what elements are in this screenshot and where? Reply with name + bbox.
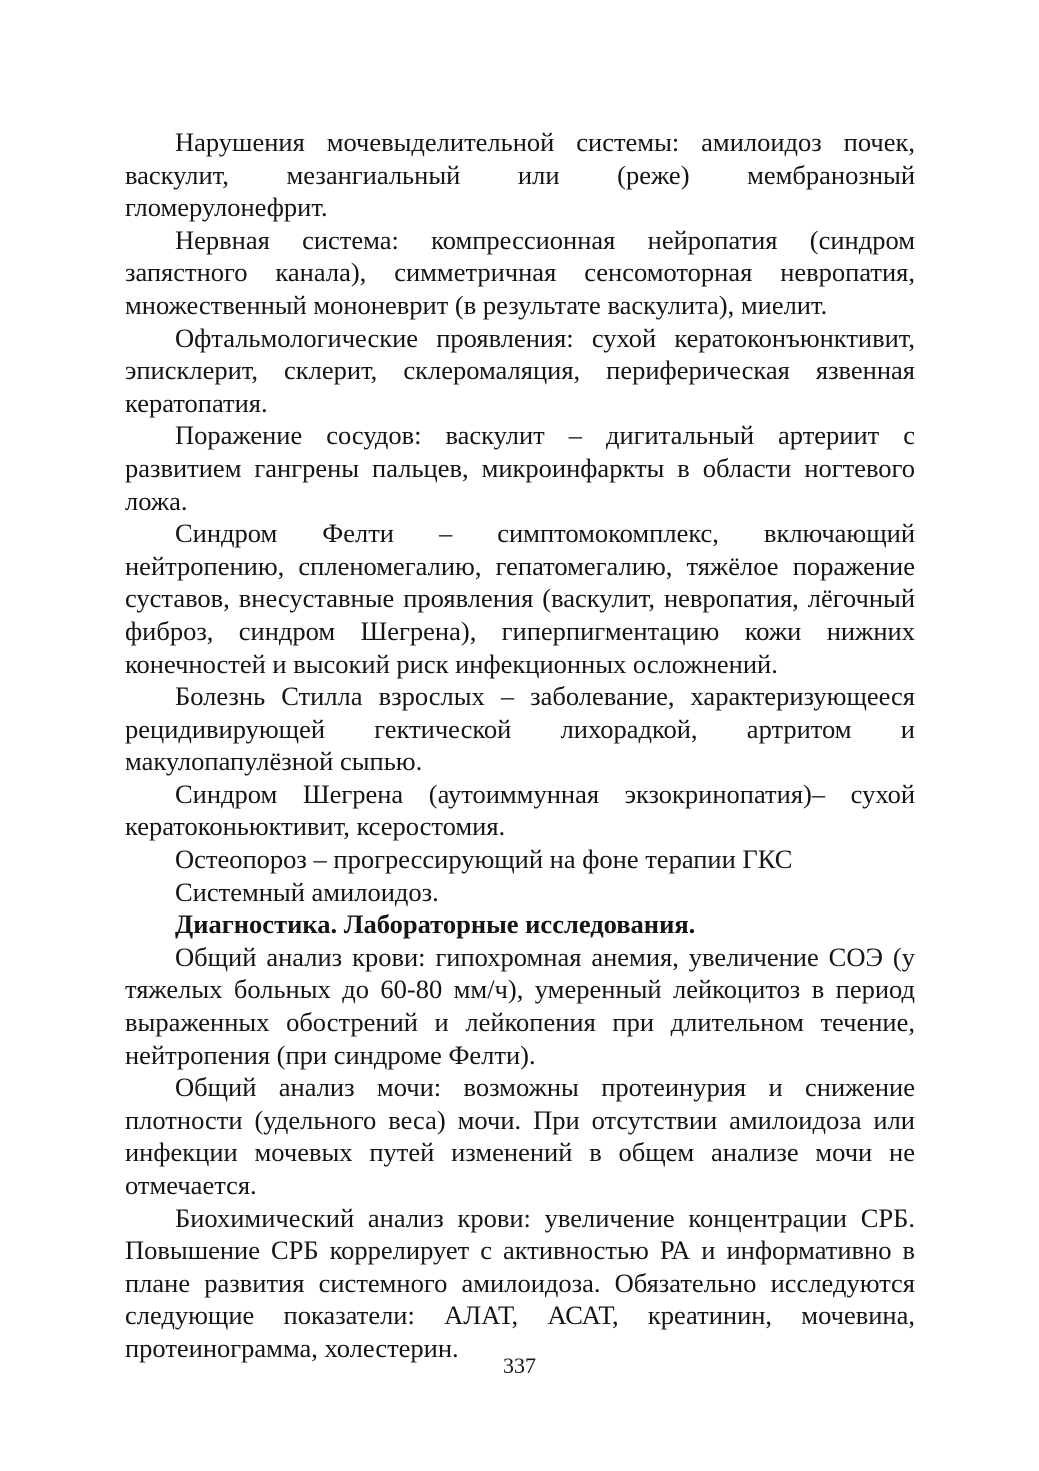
paragraph-biochemistry: Биохимический анализ крови: увеличение концентрации СРБ. Повышение СРБ коррелирует с активностью РА и информативно в плане развития системного амилоидоза. Обязательно исследуются следующие показатели: АЛАТ, АСАТ, креатинин, мочевина, протеинограмма, холестерин. xyxy=(125,1202,915,1363)
paragraph-sjogren-syndrome: Синдром Шегрена (аутоиммунная экзокринопатия)– сухой кератоконьюктивит, ксеростомия. xyxy=(125,778,915,842)
paragraph-urine-test: Общий анализ мочи: возможны протеинурия и снижение плотности (удельного веса) мочи. При отсутствии амилоидоза или инфекции мочевых путей изменений в общем анализе мочи не отмечается. xyxy=(125,1072,915,1200)
paragraph-still-disease: Болезнь Стилла взрослых – заболевание, характеризующееся рецидивирующей гектической лихорадкой, артритом и макулопапулёзной сыпью. xyxy=(125,681,915,777)
paragraph-osteoporosis: Остеопороз – прогрессирующий на фоне терапии ГКС xyxy=(175,844,793,875)
page-body xyxy=(125,126,915,1365)
paragraph-blood-test: Общий анализ крови: гипохромная анемия, увеличение СОЭ (у тяжелых больных до 60-80 мм/ч), умеренный лейкоцитоз в период выраженных обострений и лейкопения при длительном течение, нейтропения (при синдроме Фелти). xyxy=(125,941,915,1070)
paragraph-urinary-system: Нарушения мочевыделительной системы: амилоидоз почек, васкулит, мезангиальный или (реже) мембранозный гломерулонефрит. xyxy=(125,127,915,223)
paragraph-amyloidosis: Системный амилоидоз. xyxy=(175,876,439,907)
paragraph-ophthalmology: Офтальмологические проявления: сухой кератоконъюнктивит, эписклерит, склерит, склеромаляция, периферическая язвенная кератопатия. xyxy=(125,322,915,418)
page-number: 337 xyxy=(503,1353,536,1378)
section-heading: Диагностика. Лабораторные исследования. xyxy=(175,909,696,940)
paragraph-felty-syndrome: Синдром Фелти – симптомокомплекс, включающий нейтропению, спленомегалию, гепатомегалию, тяжёлое поражение суставов, внесуставные проявления (васкулит, невропатия, лёгочный фиброз, синдром Шегрена), гиперпигментацию кожи нижних конечностей и высокий риск инфекционных осложнений. xyxy=(125,518,915,679)
paragraph-vascular: Поражение сосудов: васкулит – дигитальный артериит с развитием гангрены пальцев, микроинфаркты в области ногтевого ложа. xyxy=(125,420,915,516)
paragraph-nervous-system: Нервная система: компрессионная нейропатия (синдром запястного канала), симметричная сенсомоторная невропатия, множественный мононеврит (в результате васкулита), миелит. xyxy=(125,224,915,320)
